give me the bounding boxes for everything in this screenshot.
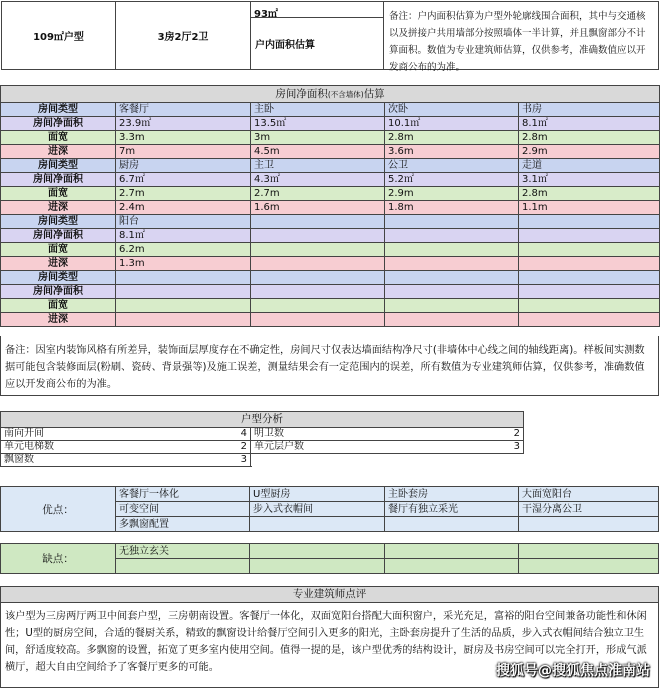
cons-cell (249, 558, 385, 574)
room-cell: 1.8m (385, 201, 519, 215)
room-cell: 2.8m (519, 187, 660, 201)
room-cell: 4.5m (251, 145, 385, 159)
pros-cell: U型厨房 (249, 486, 385, 502)
room-cell: 1.6m (251, 201, 385, 215)
room-cell (385, 229, 519, 243)
analysis-value: 2 (513, 428, 520, 439)
room-table-row (1, 215, 660, 229)
room-table-row (1, 229, 660, 243)
room-table-row (1, 257, 660, 271)
analysis-cell (251, 428, 524, 441)
area-value-text: 93㎡ (254, 9, 278, 20)
top-note-text: 备注：户内面积估算为户型外轮廓线围合面积，其中与交通核以及拼接户共用墙部分按照墙体一半计算，并且飘窗部分不计算面积。数值为专业建筑师估算，仅供参考，准确数值应以开发商公布的为准。 (389, 11, 646, 73)
watermark (496, 660, 650, 680)
top-note-cell (383, 1, 659, 73)
row-label: 进深 (1, 257, 116, 271)
row-label: 房间净面积 (1, 173, 116, 187)
room-cell: 4.3㎡ (251, 173, 385, 187)
room-table-row (1, 117, 660, 131)
pros-cell: 多飘窗配置 (115, 516, 250, 532)
room-cell (251, 257, 385, 271)
analysis-row (1, 454, 524, 467)
analysis-cell (1, 428, 251, 441)
room-cell: 10.1㎡ (385, 117, 519, 131)
row-label: 进深 (1, 313, 116, 327)
room-cell (519, 299, 660, 313)
room-cell: 23.9㎡ (116, 117, 251, 131)
row-label: 面宽 (1, 243, 116, 257)
room-cell: 2.7m (251, 187, 385, 201)
analysis-table (0, 411, 524, 467)
room-table-note-cell (0, 336, 659, 396)
room-table-row (1, 201, 660, 215)
row-label: 房间净面积 (1, 117, 116, 131)
pros-cell: 步入式衣帽间 (249, 501, 385, 517)
row-label: 面宽 (1, 187, 116, 201)
review-title-text: 专业建筑师点评 (292, 588, 367, 600)
room-table-row (1, 285, 660, 299)
row-label: 进深 (1, 145, 116, 159)
room-cell (385, 215, 519, 229)
room-cell: 2.9m (385, 187, 519, 201)
room-cell: 主卫 (251, 159, 385, 173)
room-cell (251, 313, 385, 327)
room-cell (519, 313, 660, 327)
room-cell (251, 243, 385, 257)
room-cell: 2.7m (116, 187, 251, 201)
room-cell: 7m (116, 145, 251, 159)
pros-cell (249, 516, 385, 532)
room-cell: 阳台 (116, 215, 251, 229)
area-type-text: 109㎡户型 (33, 32, 84, 43)
row-label: 进深 (1, 201, 116, 215)
pros-cell: 餐厅有独立采光 (384, 501, 519, 517)
cons-cell (518, 543, 659, 559)
room-cell (519, 285, 660, 299)
row-label: 房间净面积 (1, 229, 116, 243)
room-cell: 2.4m (116, 201, 251, 215)
room-cell: 3.3m (116, 131, 251, 145)
review-text: 该户型为三房两厅两卫中间套户型，三房朝南设置。客餐厅一体化，双面宽阳台搭配大面积窗户，采光充足，富裕的阳台空间兼备功能性和休闲性；U型的厨房空间，合适的餐厨关系，精致的飘窗设计给餐厅空间引入更多的阳光，主卧套房提升了生活的品质，步入式衣帽间结合独立卫生间，舒适度较高。多飘窗的设置，拓宽了更多室内使用空间。值得一提的是，该户型优秀的结构设计，厨房及书房空间可以完全打开，形成气派横厅，超大自由空间给予了客餐厅更多的可能。 (5, 611, 647, 673)
room-cell: 客餐厅 (116, 103, 251, 117)
room-table-row (1, 243, 660, 257)
review-title (0, 586, 659, 603)
analysis-label: 明卫数 (254, 428, 284, 439)
cons-cell (384, 543, 519, 559)
room-cell: 2.8m (385, 131, 519, 145)
room-cell: 3.6m (385, 145, 519, 159)
analysis-cell (251, 441, 524, 454)
row-label: 面宽 (1, 299, 116, 313)
pros-cell: 可变空间 (115, 501, 250, 517)
room-cell: 2.9m (519, 145, 660, 159)
analysis-value: 3 (240, 454, 247, 465)
top-area-value-cell (250, 1, 384, 18)
top-layout-cell (115, 1, 251, 70)
room-cell (116, 271, 251, 285)
room-cell (519, 271, 660, 285)
room-cell: 6.2m (116, 243, 251, 257)
pros-cell: 干湿分离公卫 (518, 501, 659, 517)
room-cell: 1.3m (116, 257, 251, 271)
analysis-value: 3 (513, 441, 520, 452)
room-cell (519, 243, 660, 257)
cons-cell (518, 558, 659, 574)
room-table-row (1, 131, 660, 145)
room-cell (116, 299, 251, 313)
room-cell (385, 271, 519, 285)
room-cell: 3.1㎡ (519, 173, 660, 187)
cons-cell (249, 543, 385, 559)
pros-cell (518, 516, 659, 532)
room-cell: 厨房 (116, 159, 251, 173)
room-cell (116, 313, 251, 327)
room-cell (385, 313, 519, 327)
room-cell: 主卧 (251, 103, 385, 117)
analysis-label: 南向开间 (4, 428, 44, 439)
room-table-row (1, 187, 660, 201)
room-table-title-small: (不含墙体) (327, 89, 364, 99)
cons-cell: 无独立玄关 (115, 543, 250, 559)
room-cell: 走道 (519, 159, 660, 173)
room-table-row (1, 159, 660, 173)
row-label: 房间类型 (1, 103, 116, 117)
analysis-label: 单元层户数 (254, 441, 304, 452)
watermark-text: 搜狐号@搜狐焦点淮南站 (496, 663, 650, 679)
indoor-label-text: 户内面积估算 (255, 40, 315, 51)
pros-label: 优点： (0, 486, 116, 532)
row-label: 房间类型 (1, 271, 116, 285)
room-table-row (1, 271, 660, 285)
room-cell (251, 271, 385, 285)
analysis-value: 2 (240, 441, 247, 452)
cons-label: 缺点： (0, 543, 116, 574)
room-cell: 次卧 (385, 103, 519, 117)
room-cell: 1.1m (519, 201, 660, 215)
room-table-note: 备注：因室内装饰风格有所差异，装饰面层厚度存在不确定性，房间尺寸仅表达墙面结构净尺寸(非墙体中心线之间的轴线距离)。样板间实测数据可能包含装修面层(粉刷、瓷砖、背景强等)及施工误差，测量结果会有一定范围内的误差，所有数值为专业建筑师估算，仅供参考，准确数值应以开发商公布的为准。 (5, 345, 645, 390)
analysis-cell (251, 454, 524, 467)
row-label: 房间类型 (1, 215, 116, 229)
room-cell: 公卫 (385, 159, 519, 173)
row-label: 面宽 (1, 131, 116, 145)
room-area-table (0, 85, 660, 327)
room-cell (251, 229, 385, 243)
analysis-cell (1, 441, 251, 454)
layout-text: 3房2厅2卫 (157, 32, 209, 43)
room-cell (519, 215, 660, 229)
room-table-row (1, 299, 660, 313)
room-cell (385, 285, 519, 299)
room-cell (385, 257, 519, 271)
room-cell: 2.8m (519, 131, 660, 145)
room-cell (385, 243, 519, 257)
top-indoor-label-cell (250, 17, 384, 70)
room-table-row (1, 313, 660, 327)
room-cell: 6.7㎡ (116, 173, 251, 187)
analysis-row (1, 441, 524, 454)
room-cell (116, 285, 251, 299)
row-label: 房间类型 (1, 159, 116, 173)
room-cell (251, 215, 385, 229)
room-cell: 13.5㎡ (251, 117, 385, 131)
room-cell: 8.1㎡ (519, 117, 660, 131)
room-cell: 8.1㎡ (116, 229, 251, 243)
top-area-type-cell (1, 1, 116, 70)
room-table-title (1, 86, 660, 103)
room-cell: 书房 (519, 103, 660, 117)
analysis-title: 户型分析 (1, 412, 524, 428)
pros-cell (384, 516, 519, 532)
analysis-value: 4 (240, 428, 247, 439)
cons-cell (384, 558, 519, 574)
room-table-row (1, 145, 660, 159)
room-cell (519, 229, 660, 243)
pros-cell: 客餐厅一体化 (115, 486, 250, 502)
pros-cell: 主卧套房 (384, 486, 519, 502)
room-table-title-main: 房间净面积 (275, 87, 328, 100)
room-cell (251, 285, 385, 299)
row-label: 房间净面积 (1, 285, 116, 299)
room-cell (385, 299, 519, 313)
analysis-cell (1, 454, 251, 467)
pros-cell: 大面宽阳台 (518, 486, 659, 502)
room-cell: 5.2㎡ (385, 173, 519, 187)
room-table-row (1, 103, 660, 117)
room-cell: 3m (251, 131, 385, 145)
room-cell (519, 257, 660, 271)
cons-cell (115, 558, 250, 574)
analysis-label: 飘窗数 (4, 454, 34, 465)
room-cell (251, 299, 385, 313)
analysis-row (1, 428, 524, 441)
room-table-row (1, 173, 660, 187)
room-table-title-tail: 估算 (363, 87, 385, 100)
analysis-label: 单元电梯数 (4, 441, 54, 452)
